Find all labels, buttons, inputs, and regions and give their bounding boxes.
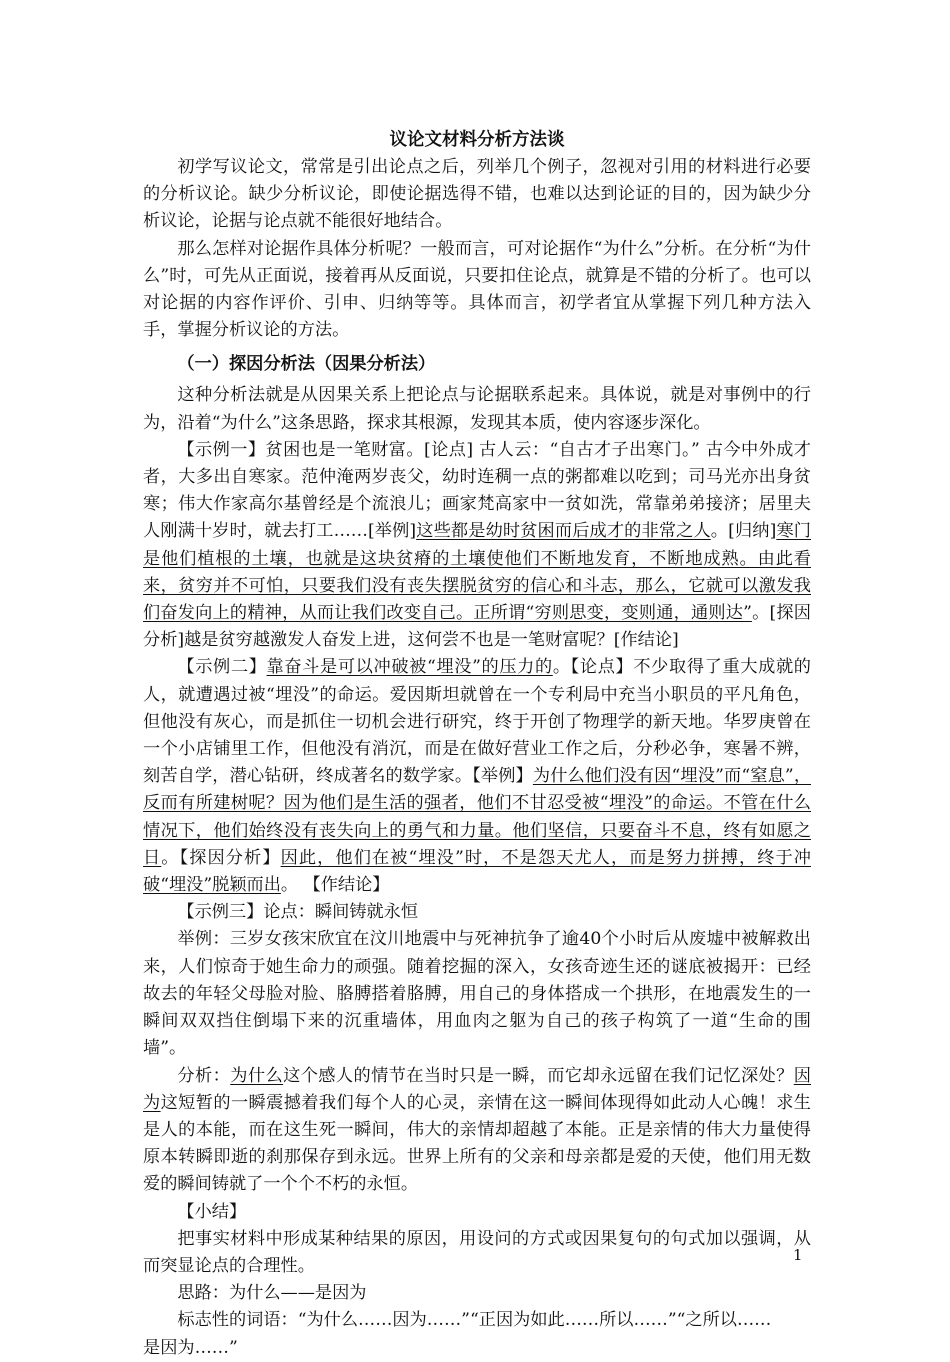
analysis-prefix: 分析： [177, 1065, 231, 1086]
example-1-text-1: 【示例一】贫困也是一笔财富。[论点] 古人云：“自古才子出寒门。” 古今中外成才者，大多出自寒家。范仲淹两岁丧父，幼时连稠一点的粥都难以吃到；司马光亦出身贫寒；伟大作家高尔基曾经是个流浪儿；画家梵高家中一贫如洗，常靠弟弟接济；居里夫人刚满十岁时，就去打工……[举例] [143, 439, 811, 542]
summary-signal-tail: 是因为……” [143, 1337, 238, 1358]
summary-signal-line: 标志性的词语：“为什么……因为……”“正因为如此……所以……”“之所以…… [177, 1310, 772, 1331]
example-3-example-text: 举例：三岁女孩宋欣宜在汶川地震中与死神抗争了逾40个小时后从废墟中被解救出来，人们惊奇于她生命力的顽强。随着挖掘的深入，女孩奇迹生还的谜底被揭开：已经故去的年轻父母脸对脸、胳膊搭着胳膊，用自己的身体搭成一个拱形，在地震发生的一瞬间双双挡住倒塌下来的沉重墙体，用血肉之躯为自己的孩子构筑了一道“生命的围墙”。 [143, 929, 811, 1059]
analysis-underlined-1: 为什么 [230, 1065, 284, 1086]
summary-idea: 思路：为什么——是因为 [177, 1283, 367, 1304]
example-2-text-1: 【示例二】 [177, 657, 267, 678]
summary-heading: 【小结】 [177, 1201, 247, 1222]
example-1-underlined-2: 寒门是他们植根的土壤，也就是这块贫瘠的土壤使他们不断地发育，不断地成熟。由此看来，贫穷并不可怕，只要我们没有丧失摆脱贫穷的信心和斗志，那么，它就可以激发我们奋发向上的精神，从而让我们改变自己。正所谓“穷则思变，变则通，通则达” [143, 521, 811, 624]
example-2-paragraph [143, 654, 811, 899]
example-2-underlined-3: 因此，他们在被“埋没”时，不是怨天尤人，而是努力拼搏，终于冲破“埋没”脱颖而出 [143, 847, 811, 896]
example-3-heading: 【示例三】论点：瞬间铸就永恒 [177, 902, 419, 923]
document-page [143, 126, 811, 1362]
example-1-underlined-1: 这些都是幼时贫困而后成才的非常之人 [416, 521, 711, 542]
analysis-text-2: 这短暂的一瞬震撼着我们每个人的心灵，亲情在这一瞬间体现得如此动人心魄！求生是人的本能，而在这生死一瞬间，伟大的亲情却超越了本能。正是亲情的伟大力量使得原本转瞬即逝的刹那保存到永远。世界上所有的父亲和母亲都是爱的天使，他们用无数爱的瞬间铸就了一个个不朽的永恒。 [143, 1092, 811, 1195]
section-heading: （一）探因分析法（因果分析法） [177, 354, 436, 375]
intro-paragraph-2: 那么怎样对论据作具体分析呢？一般而言，可对论据作“为什么”分析。在分析“为什么”时，可先从正面说，接着再从反面说，只要扣住论点，就算是不错的分析了。也可以对论据的内容作评价、引申、归纳等等。具体而言，初学者宜从掌握下列几种方法入手，掌握分析议论的方法。 [143, 238, 811, 341]
example-1-paragraph [143, 437, 811, 655]
example-1-text-2: 。[归纳] [710, 521, 777, 542]
example-1-text-3: 。[探因分析]越是贫穷越激发人奋发上进，这何尝不也是一笔财富呢？[作结论] [143, 603, 811, 651]
analysis-text-1: 这个感人的情节在当时只是一瞬，而它却永远留在我们记忆深处？ [283, 1065, 794, 1086]
summary-text: 把事实材料中形成某种结果的原因，用设问的方式或因果复句的句式加以强调，从而突显论点的合理性。 [143, 1228, 811, 1276]
analysis-underlined-2: 因为 [143, 1065, 811, 1113]
section-intro-paragraph: 这种分析法就是从因果关系上把论点与论据联系起来。具体说，就是对事例中的行为，沿着“为什么”这条思路，探求其根源，发现其本质，使内容逐步深化。 [143, 385, 811, 433]
page-number: 1 [793, 1246, 803, 1264]
example-2-underlined-2: 为什么他们没有因“埋没”而“窒息”，反而有所建树呢？因为他们是生活的强者，他们不甘忍受被“埋没”的命运。不管在什么情况下，他们始终没有丧失向上的勇气和力量。他们坚信，只要奋斗不息，终有如愿之日 [143, 766, 812, 868]
example-2-text-2: 。【论点】不少取得了重大成就的人，就遭遇过被“埋没”的命运。爱因斯坦就曾在一个专利局中充当小职员的平凡角色，但他没有灰心，而是抓住一切机会进行研究，终于开创了物理学的新天地。华罗庚曾在一个小店铺里工作，但他没有消沉，而是在做好营业工作之后，分秒必争，寒暑不辨，刻苦自学，潜心钻研，终成著名的数学家。【举例】 [143, 657, 811, 787]
example-3-analysis [143, 1063, 811, 1199]
example-2-text-3: 。【探因分析】 [161, 847, 281, 868]
example-2-text-4: 。 【作结论】 [280, 875, 390, 896]
document-title: 议论文材料分析方法谈 [389, 130, 565, 150]
intro-paragraph-1: 初学写议论文，常常是引出论点之后，列举几个例子，忽视对引用的材料进行必要的分析议论。缺少分析议论，即使论据选得不错，也难以达到论证的目的，因为缺少分析议论，论据与论点就不能很好地结合。 [143, 157, 811, 232]
example-2-underlined-1: 靠奋斗是可以冲破被“埋没”的压力的 [266, 657, 553, 678]
